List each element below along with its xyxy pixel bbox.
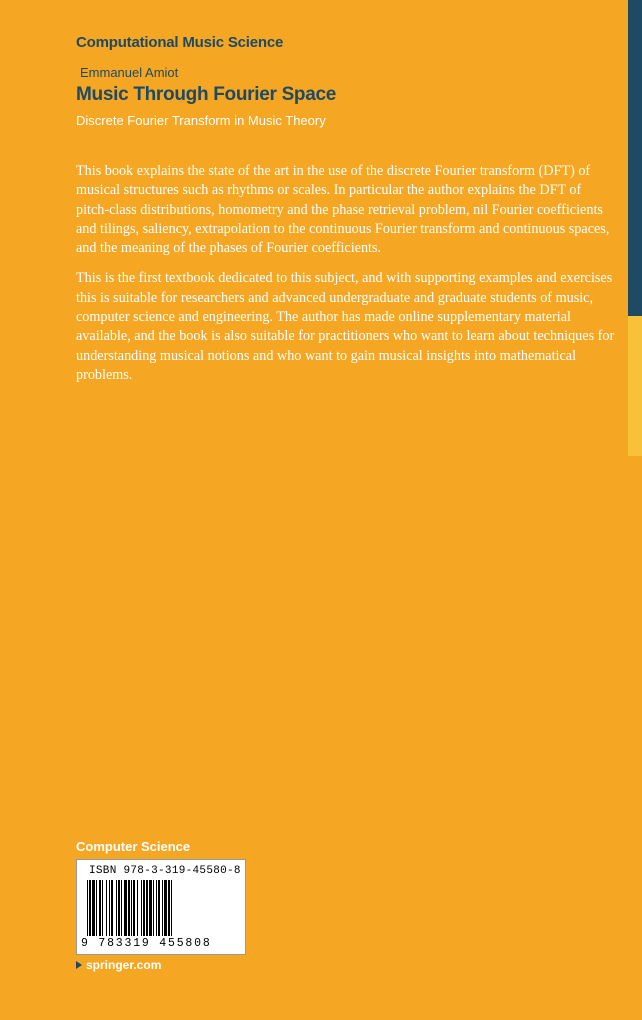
description-paragraph-1: This book explains the state of the art in the use of the discrete Fourier transform (DFT) of musical structures such as rhythms or scales. In particular the author explains the DFT of pitch-class distributions, homometry and the phase retrieval problem, nil Fourier coefficients and tilings, saliency, extrapolation to the continuous Fourier transform and continuous spaces, and the meaning of the phases of Fourier coefficients.	[76, 163, 610, 257]
book-description	[76, 162, 616, 396]
barcode-bars	[85, 880, 237, 940]
isbn-barcode	[76, 859, 246, 955]
isbn-text: ISBN 978-3-319-45580-8	[89, 865, 241, 877]
book-title: Music Through Fourier Space	[76, 84, 337, 105]
subject-category: Computer Science	[76, 839, 191, 854]
series-name: Computational Music Science	[76, 34, 284, 51]
barcode-number: 9 783319 455808	[81, 937, 212, 950]
description-paragraph-2: This is the first textbook dedicated to this subject, and with supporting examples and exercises this is suitable for researchers and advanced undergraduate and graduate students of music, computer science and engineering. The author has made online supplementary material available, and the book is also suitable for practitioners who want to learn about techniques for understanding musical notions and who want to gain musical insights into mathematical problems.	[76, 270, 615, 383]
side-color-bar	[628, 0, 642, 316]
arrow-right-icon	[76, 961, 82, 969]
author-name: Emmanuel Amiot	[80, 65, 179, 80]
publisher-website[interactable]	[76, 958, 161, 972]
book-subtitle: Discrete Fourier Transform in Music Theory	[76, 113, 326, 128]
publisher-website-label: springer.com	[86, 958, 162, 972]
side-color-bar-light	[628, 316, 642, 456]
